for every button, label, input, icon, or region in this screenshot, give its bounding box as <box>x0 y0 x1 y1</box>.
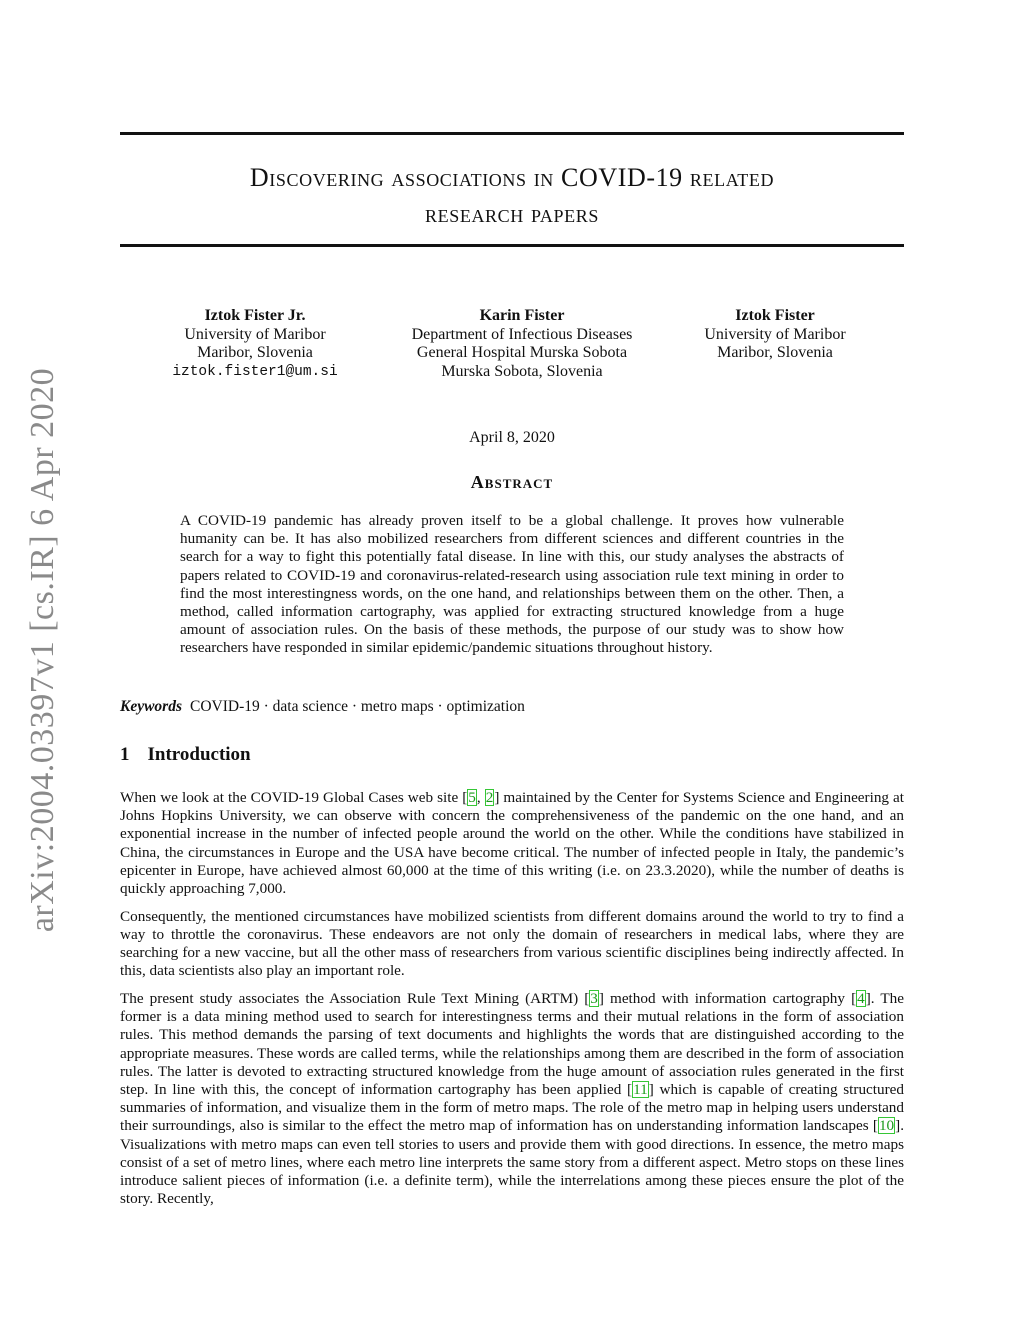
keywords-text: COVID-19 · data science · metro maps · optimization <box>190 698 525 715</box>
text-run: ]. Visualizations with metro maps can even tell stories to users and provide them with good directions. In essence, the metro maps consist of a set of metro lines, where each metro line interprets the same story from a different aspect. Metro stops on these lines introduce salient pieces of information (i.e. a definite term), while the interrelations among these pieces ensure the plot of the story. Recently, <box>120 1117 904 1208</box>
paragraph-2: Consequently, the mentioned circumstances have mobilized scientists from different domains around the world to try to find a way to throttle the coronavirus. These endeavors are not only the domain of researchers in medical labs, where they are searching for a new vaccine, but all the other mass of researchers from various scientific disciplines being indirectly affected. In this, data scientists also play an important role. <box>120 907 904 980</box>
section-title: Introduction <box>147 744 251 765</box>
title-initial: D <box>249 163 270 192</box>
text-run: When we look at the COVID-19 Global Cases web site [ <box>120 789 468 806</box>
author-3 <box>660 307 890 363</box>
author-name: Iztok Fister Jr. <box>204 307 306 324</box>
author-email[interactable]: iztok.fister1@um.si <box>172 363 338 380</box>
section-number: 1 <box>120 744 130 765</box>
author-2 <box>382 307 662 381</box>
title-line-1 <box>120 160 904 196</box>
title-part-3: related <box>682 163 775 192</box>
author-affiliation: General Hospital Murska Sobota <box>416 344 628 361</box>
title-line-2: research papers <box>425 199 599 228</box>
paragraph-1 <box>120 789 904 898</box>
abstract-text: A COVID-19 pandemic has already proven itself to be a global challenge. It proves how vulnerable humanity can be. It has also mobilized researchers from different sciences and different countries in the search for a way to fight this potentially fatal disease. In line with this, our study analyses the abstracts of papers related to COVID-19 and coronavirus-related-research using association rule text mining in order to find the most interestingness words, on the one hand, and relationships between them on the other. Then, a method, called information cartography, was applied for extracting structured knowledge from a huge amount of association rules. On the basis of these methods, the purpose of our study was to show how researchers have responded in similar epidemic/pandemic situations throughout history. <box>180 512 844 657</box>
author-department: Department of Infectious Diseases <box>411 325 633 343</box>
author-name: Karin Fister <box>479 307 565 324</box>
author-affiliation: University of Maribor <box>704 325 846 343</box>
author-1 <box>140 307 370 381</box>
author-location: Maribor, Slovenia <box>197 344 313 361</box>
introduction-body <box>120 789 904 1218</box>
citation-link[interactable]: 4 <box>857 990 865 1008</box>
author-affiliation: University of Maribor <box>184 325 326 343</box>
citation-link[interactable]: 5 <box>468 789 476 806</box>
author-name: Iztok Fister <box>735 307 815 324</box>
paper-date: April 8, 2020 <box>469 429 555 446</box>
title-rule-top <box>120 132 904 135</box>
text-run: ]. The former is a data mining method used to search for interestingness terms and their mutual relations in the form of association rules. This method demands the parsing of text documents and highlights the words that are distinguished according to the appropriate measures. These words are called terms, while the relationships among them are described in the form of association rules. The latter is devoted to extracting structured knowledge from the huge amount of association rules generated in the first step. In line with this, the concept of information cartography has been applied [ <box>120 990 904 1099</box>
text-run: ] maintained by the Center for Systems Science and Engineering at Johns Hopkins University, we can observe with concern the comprehensiveness of the pandemic on the one hand, and an exponential increase in the number of infected people around the world on the other. While the conditions have stabilized in China, the circumstances in Europe and the USA have become critical. The number of infected people in Italy, the pandemic’s epicenter in Europe, have achieved almost 60,000 at the time of this writing (i.e. on 23.3.2020), while the number of deaths is quickly approaching 7,000. <box>120 789 904 898</box>
paper-title <box>120 160 904 232</box>
author-location: Maribor, Slovenia <box>717 344 833 361</box>
citation-link[interactable]: 11 <box>633 1081 648 1099</box>
title-part-2: COVID-19 <box>561 163 683 192</box>
author-location: Murska Sobota, Slovenia <box>441 362 603 380</box>
keywords-line <box>120 698 904 716</box>
text-run: , <box>476 789 485 806</box>
citation-link[interactable]: 2 <box>485 789 494 806</box>
arxiv-stamp: arXiv:2004.03397v1 [cs.IR] 6 Apr 2020 <box>24 367 61 933</box>
paragraph-3 <box>120 990 904 1208</box>
section-heading <box>120 744 251 766</box>
abstract-heading: Abstract <box>470 472 554 492</box>
keywords-label: Keywords <box>120 698 182 715</box>
citation-link[interactable]: 3 <box>590 990 598 1008</box>
title-rule-bottom <box>120 244 904 247</box>
title-part-1: iscovering associations in <box>269 163 561 192</box>
text-run: The present study associates the Association Rule Text Mining (ARTM) [ <box>120 990 590 1008</box>
text-run: ] method with information cartography [ <box>598 990 857 1008</box>
text-run: ] which is capable of creating structured summaries of information, and visualize them in the form of metro maps. The role of the metro map in helping users understand their surroundings, also is similar to the effect the metro map of information has on understanding information landscapes [ <box>120 1081 904 1135</box>
citation-link[interactable]: 10 <box>878 1117 895 1135</box>
